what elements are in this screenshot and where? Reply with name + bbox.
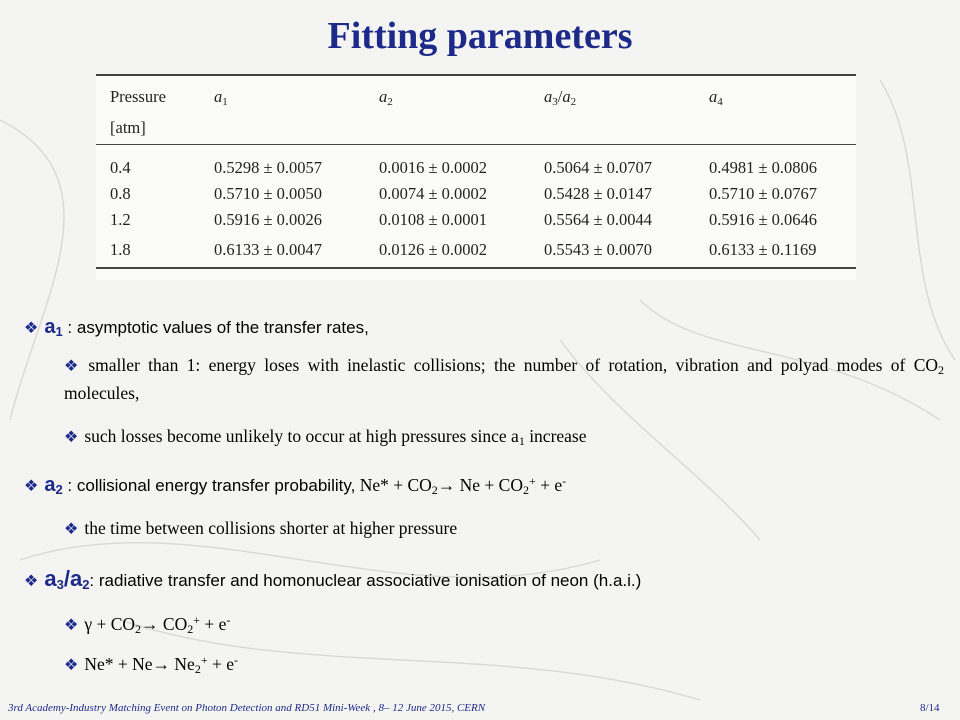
table-cell: 0.5543 ± 0.0070: [526, 233, 691, 268]
diamond-bullet-icon: ❖: [64, 521, 79, 538]
term-a1: $a_1$: [44, 316, 63, 339]
diamond-bullet-icon: ❖: [24, 320, 39, 337]
col-header-a4: $a_4$: [691, 75, 856, 118]
table-cell: 0.6133 ± 0.1169: [691, 233, 856, 268]
bullet-a1-sub2: ❖ such losses become unlikely to occur at high pressures since $a_1$ increase: [64, 426, 587, 448]
table-row: [96, 207, 856, 233]
table-cell: 0.5710 ± 0.0050: [214, 184, 323, 203]
bullet-a2-sub1: ❖ the time between collisions shorter at higher pressure: [64, 518, 458, 538]
term-a2: $a_2$: [44, 474, 63, 497]
table-cell: 0.5064 ± 0.0707: [544, 158, 653, 177]
diamond-bullet-icon: ❖: [64, 657, 79, 674]
table-row: [96, 145, 856, 182]
bullet-a3-text: : radiative transfer and homonuclear associative ionisation of neon (h.a.i.): [89, 571, 642, 590]
table-cell: 0.0108 ± 0.0001: [379, 210, 488, 229]
reaction-ne-ne: ❖ $Ne* + Ne\to Ne_2^+ + e^-$: [64, 653, 238, 676]
table-cell: 1.8: [96, 233, 196, 268]
table-cell: 0.0074 ± 0.0002: [379, 184, 488, 203]
col-header-pressure: Pressure: [96, 75, 196, 118]
bullet-a3-a2: [24, 566, 641, 592]
diamond-bullet-icon: ❖: [64, 358, 83, 375]
table-cell: 0.5298 ± 0.0057: [214, 158, 323, 177]
reaction-ne-co2: $Ne* + CO_2\to Ne + CO_2^+ + e^-$: [359, 474, 567, 497]
table-cell: 1.2: [110, 210, 131, 229]
bullet-a2-text: : collisional energy transfer probability,: [62, 476, 356, 495]
bullet-a1: [24, 316, 369, 339]
bullet-a1-text: : asymptotic values of the transfer rates,: [62, 318, 369, 337]
table-header-row: [96, 75, 856, 118]
table-cell: 0.0126 ± 0.0002: [361, 233, 526, 268]
col-header-a3-a2: $a_3/a_2$: [526, 75, 691, 118]
table-cell: 0.5710 ± 0.0767: [709, 184, 818, 203]
table-unit-row: [96, 118, 856, 145]
footer-event: 3rd Academy-Industry Matching Event on Photon Detection and RD51 Mini-Week , 8– 12 June 2015, CERN: [8, 702, 486, 714]
table-cell: 0.5916 ± 0.0026: [214, 210, 323, 229]
col-header-a2: $a_2$: [361, 75, 526, 118]
table-cell: 0.5564 ± 0.0044: [544, 210, 653, 229]
table-cell: 0.0016 ± 0.0002: [379, 158, 488, 177]
reaction-gamma-co2: ❖ $\gamma + CO_2\to CO_2^+ + e^-$: [64, 613, 231, 636]
table-row: [96, 181, 856, 207]
unit-label: [atm]: [96, 118, 196, 145]
diamond-bullet-icon: ❖: [24, 573, 39, 590]
diamond-bullet-icon: ❖: [24, 478, 39, 495]
table-cell: 0.6133 ± 0.0047: [196, 233, 361, 268]
table-cell: 0.8: [110, 184, 131, 203]
term-a3-a2: $a_3/a_2$: [44, 566, 90, 592]
page-title: Fitting parameters: [327, 15, 633, 57]
table-row: [96, 233, 856, 268]
table-cell: 0.4981 ± 0.0806: [709, 158, 818, 177]
fit-parameter-table: [96, 74, 856, 280]
bullet-a2: [24, 474, 566, 497]
diamond-bullet-icon: ❖: [64, 429, 79, 446]
diamond-bullet-icon: ❖: [64, 617, 79, 634]
page-number: 8/14: [920, 702, 940, 714]
bullet-a1-sub1: ❖ smaller than 1: energy loses with inelastic collisions; the number of rotation, vibration and polyad modes of $CO_2$ molecules,: [64, 355, 945, 403]
table-cell: 0.5428 ± 0.0147: [544, 184, 653, 203]
table-cell: 0.4: [110, 158, 131, 177]
col-header-a1: $a_1$: [196, 75, 361, 118]
table-cell: 0.5916 ± 0.0646: [709, 210, 818, 229]
